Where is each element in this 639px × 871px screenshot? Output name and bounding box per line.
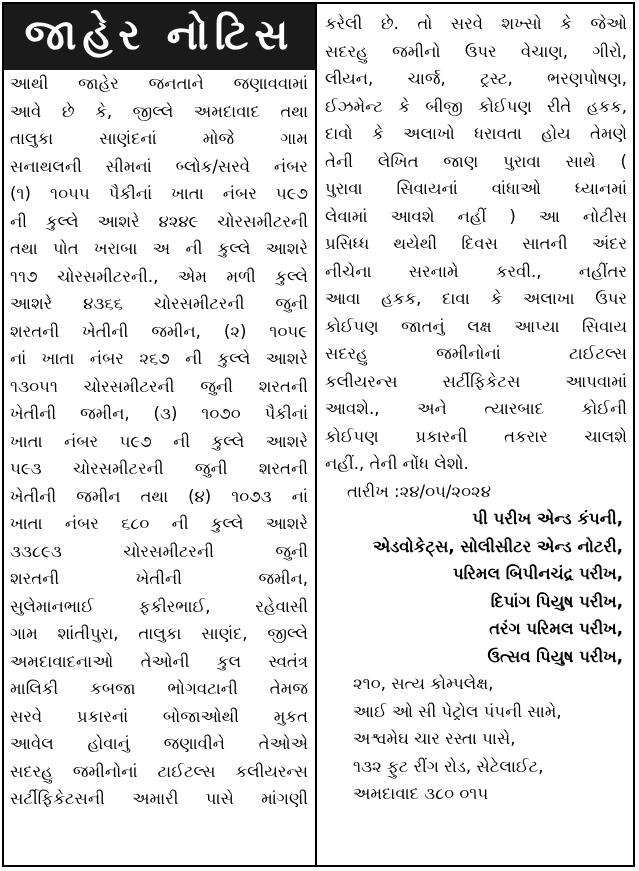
text-line: ઈઝમેન્ટ કે બીજી કોઈપણ રીતે હકક, xyxy=(325,96,627,116)
text-line: ૧૩૦૫૧ ચોરસમીટરની જુની શરતની xyxy=(10,376,308,396)
text-line: સુલેમાનભાઈ ફકીરભાઈ, રહેવાસી xyxy=(10,596,308,616)
text-line: તથા પોત ખરાબા અ ની કુલ્લે આશરે xyxy=(10,239,308,258)
text-line: આવશે., અને ત્યારબાદ કોઈની xyxy=(325,399,627,418)
text-line: સરવે પ્રકારનાં બોજાઓથી મુકત xyxy=(10,706,308,726)
text-line: નહીં., તેની નોંધ લેશો. xyxy=(325,454,469,473)
text-line: સર્ટીફિકેટસની અમારી પાસે માંગણી xyxy=(10,789,308,808)
text-line: કોઈપણ જાતનું લક્ષ આપ્યા સિવાય xyxy=(325,316,627,336)
text-line: (૧) ૧૦૫૫ પૈકીનાં ખાતા નંબર ૫૯૭ xyxy=(10,184,308,203)
text-line: ૫૯૩ ચોરસમીટરની જુની શરતની xyxy=(10,459,308,478)
signatory-name: પરિમલ બિપીનચંદ્ર પરીખ, xyxy=(452,564,623,583)
text-line: ખેતીની જમીન તથા (૪) ૧૦૭૩ નાં xyxy=(10,486,308,506)
signatory-name: દિપાંગ પિયુષ પરીખ, xyxy=(490,591,623,611)
text-line: લેવામાં આવશે નહીં ) આ નોટીસ xyxy=(325,206,627,226)
text-line: ૩૩૮૯૩ ચોરસમીટરની જુની xyxy=(10,541,308,561)
text-line: નીચેના સરનામે કરવી., નહીંતર xyxy=(325,261,627,281)
text-line: માલિકી કબજા ભોગવટાની તેમજ xyxy=(10,679,308,698)
text-line: સદરહુ જમીનોનાં ટાઈટલ્સ xyxy=(325,344,627,363)
signatory-name: તરંગ પરિમલ પરીખ, xyxy=(489,619,623,638)
text-line: ખાતા નંબર ૬૮૦ ની કુલ્લે આશરે xyxy=(10,514,308,533)
signatory-firm: પી પરીખ એન્ડ કંપની, xyxy=(472,509,623,528)
text-line: દાવો કે અલાખો ધરાવતા હોય તેમણે xyxy=(325,124,627,143)
public-notice xyxy=(2,2,635,867)
address-line: આઈ ઓ સી પેટ્રોલ પંપની સામે, xyxy=(353,701,562,721)
text-line: લીયન, ચાર્જ, ટ્રસ્ટ, ભરણપોષણ, xyxy=(325,69,627,88)
left-column xyxy=(4,4,315,865)
text-line: નાં ખાતા નંબર ૨૬૭ ની કુલ્લે આશરે xyxy=(10,349,308,368)
text-line: આશરે ૪૩૬૬ ચોરસમીટરની જુની xyxy=(10,294,308,313)
text-line: પ્રસિધ્ધ થયેથી દિવસ સાતની અંદર xyxy=(325,234,627,253)
signatory-name: ઉત્સવ પિયુષ પરીખ, xyxy=(487,646,623,666)
address-line: ૧૩૨ ફુટ રીંગ રોડ, સેટેલાઈટ, xyxy=(353,756,544,776)
text-line: ખાતા નંબર ૫૯૭ ની કુલ્લે આશરે xyxy=(10,431,308,451)
text-line: અમદાવાદનાઓ તેઓની કુલ સ્વતંત્ર xyxy=(10,651,308,671)
signatory-title: એડવોકેટ્સ, સોલીસીટર એન્ડ નોટરી, xyxy=(372,536,623,556)
text-line: ની કુલ્લે આશરે ૪૨૪૯ ચોરસમીટરની xyxy=(10,211,308,231)
text-line: આવેલ હોવાનું જણાવીને તેઓએ xyxy=(10,734,308,753)
text-line: કલીયરન્સ સર્ટીફિકેટસ આપવામાં xyxy=(325,371,627,391)
text-line: શરતની ખેતીની જમીન, (૨) ૧૦૫૯ xyxy=(10,321,308,341)
address-line: અશ્વમેઘ ચાર રસ્તા પાસે, xyxy=(353,729,516,748)
text-line: સદરહુ જમીનોનાં ટાઈટલ્સ કલીયરન્સ xyxy=(10,761,308,781)
text-line: કોઈપણ પ્રકારની તકરાર ચાલશે xyxy=(325,426,627,446)
right-column xyxy=(317,4,633,865)
text-line: પુરાવા સિવાયનાં વાંધાઓ ધ્યાનમાં xyxy=(325,179,627,198)
text-line: કરેલી છે. તો સરવે શખ્સો કે જેઓ xyxy=(325,14,627,33)
text-line: ૧૧૭ ચોરસમીટરની., એમ મળી કુલ્લે xyxy=(10,266,308,286)
notice-title: જાહેર નોટિસ xyxy=(4,4,315,70)
notice-date: તારીખ :૨૪/૦૫/૨૦૨૪ xyxy=(347,481,491,501)
text-line: આવા હકક, દાવા કે અલાખા ઉપર xyxy=(325,289,627,308)
left-column-text xyxy=(10,70,308,813)
text-line: સનાથલની સીમનાં બ્લોક/સરવે નંબર xyxy=(10,156,308,176)
address-line: ૨૧૦, સત્ય કોમ્પલેક્ષ, xyxy=(353,674,494,693)
address-line: અમદાવાદ ૩૮૦ ૦૧૫ xyxy=(353,784,489,803)
text-line: આથી જાહેર જનતાને જણાવવામાં xyxy=(10,74,308,93)
text-line: શરતની ખેતીની જમીન, xyxy=(10,569,308,588)
text-line: ખેતીની જમીન, (૩) ૧૦૭૦ પૈકીનાં xyxy=(10,404,308,423)
text-line: તેની લેખિત જાણ પુરાવા સાથે ( xyxy=(325,151,627,171)
text-line: આવે છે કે, જીલ્લે અમદાવાદ તથા xyxy=(10,101,308,121)
right-column-text xyxy=(325,10,627,808)
text-line: તાલુકા સાણંદનાં મોજે ગામ xyxy=(10,129,308,148)
text-line: સદરહુ જમીનો ઉપર વેચાણ, ગીરો, xyxy=(325,41,627,61)
text-line: ગામ શાંતીપુરા, તાલુકા સાણંદ, જીલ્લે xyxy=(10,624,308,643)
